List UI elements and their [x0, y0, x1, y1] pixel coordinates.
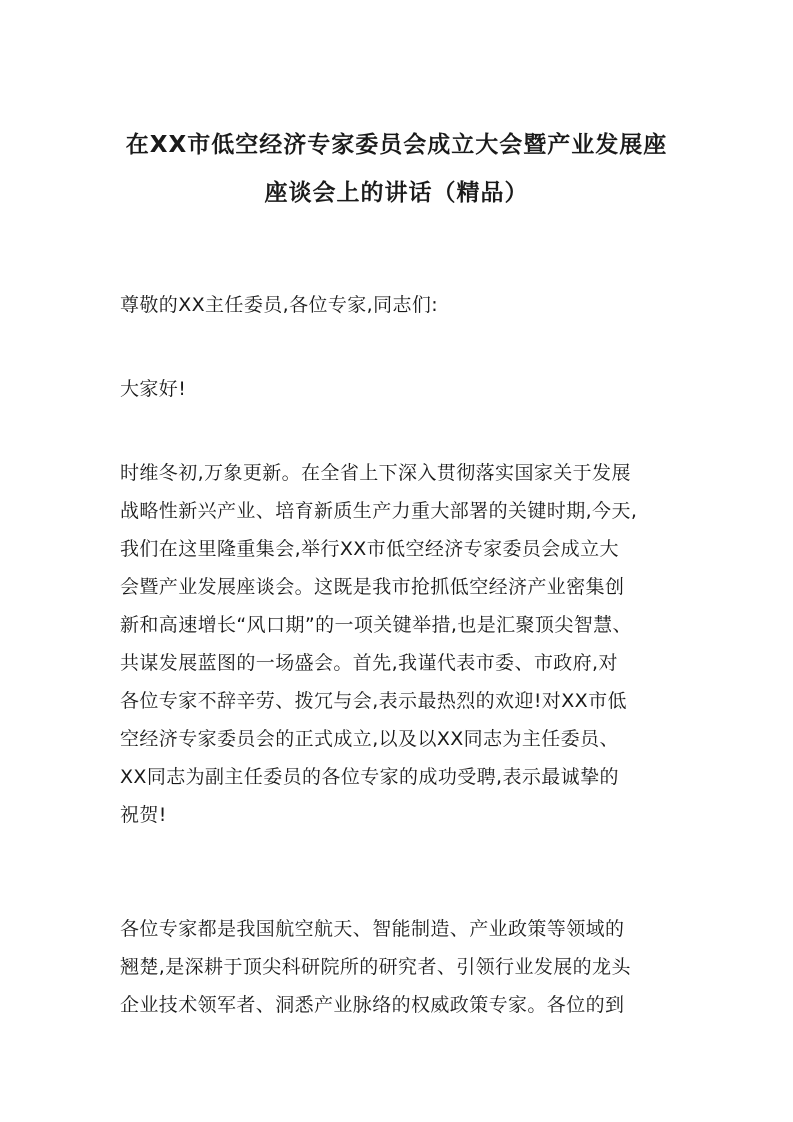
paragraph-1-line: 共谋发展蓝图的一场盛会。首先,我谨代表市委、市政府,对 [120, 652, 618, 674]
paragraph-2-line: 各位专家都是我国航空航天、智能制造、产业政策等领域的 [120, 918, 625, 940]
paragraph-1-line: 会暨产业发展座谈会。这既是我市抢抓低空经济产业密集创 [120, 576, 625, 598]
title-line-1: 在XX市低空经济专家委员会成立大会暨产业发展座 [125, 132, 668, 158]
title-line-2: 座谈会上的讲话（精品） [264, 180, 529, 206]
paragraph-2-line: 企业技术领军者、洞悉产业脉络的权威政策专家。各位的到 [120, 994, 625, 1016]
paragraph-1-line: 我们在这里隆重集会,举行XX市低空经济专家委员会成立大 [120, 538, 619, 560]
paragraph-1-line: 空经济专家委员会的正式成立,以及以XX同志为主任委员、 [120, 728, 619, 750]
salutation: 尊敬的XX主任委员,各位专家,同志们: [120, 294, 439, 316]
paragraph-1-line: 战略性新兴产业、培育新质生产力重大部署的关键时期,今天, [120, 500, 638, 522]
greeting: 大家好! [120, 378, 187, 400]
paragraph-1-line: 时维冬初,万象更新。在全省上下深入贯彻落实国家关于发展 [120, 462, 631, 484]
paragraph-2-line: 翘楚,是深耕于顶尖科研院所的研究者、引领行业发展的龙头 [120, 956, 631, 978]
paragraph-1-line: 新和高速增长“风口期”的一项关键举措,也是汇聚顶尖智慧、 [120, 614, 632, 636]
paragraph-1-line: XX同志为副主任委员的各位专家的成功受聘,表示最诚挚的 [120, 766, 619, 788]
paragraph-1-line: 各位专家不辞辛劳、拨冗与会,表示最热烈的欢迎!对XX市低 [120, 690, 627, 712]
paragraph-1-line: 祝贺! [120, 804, 167, 826]
